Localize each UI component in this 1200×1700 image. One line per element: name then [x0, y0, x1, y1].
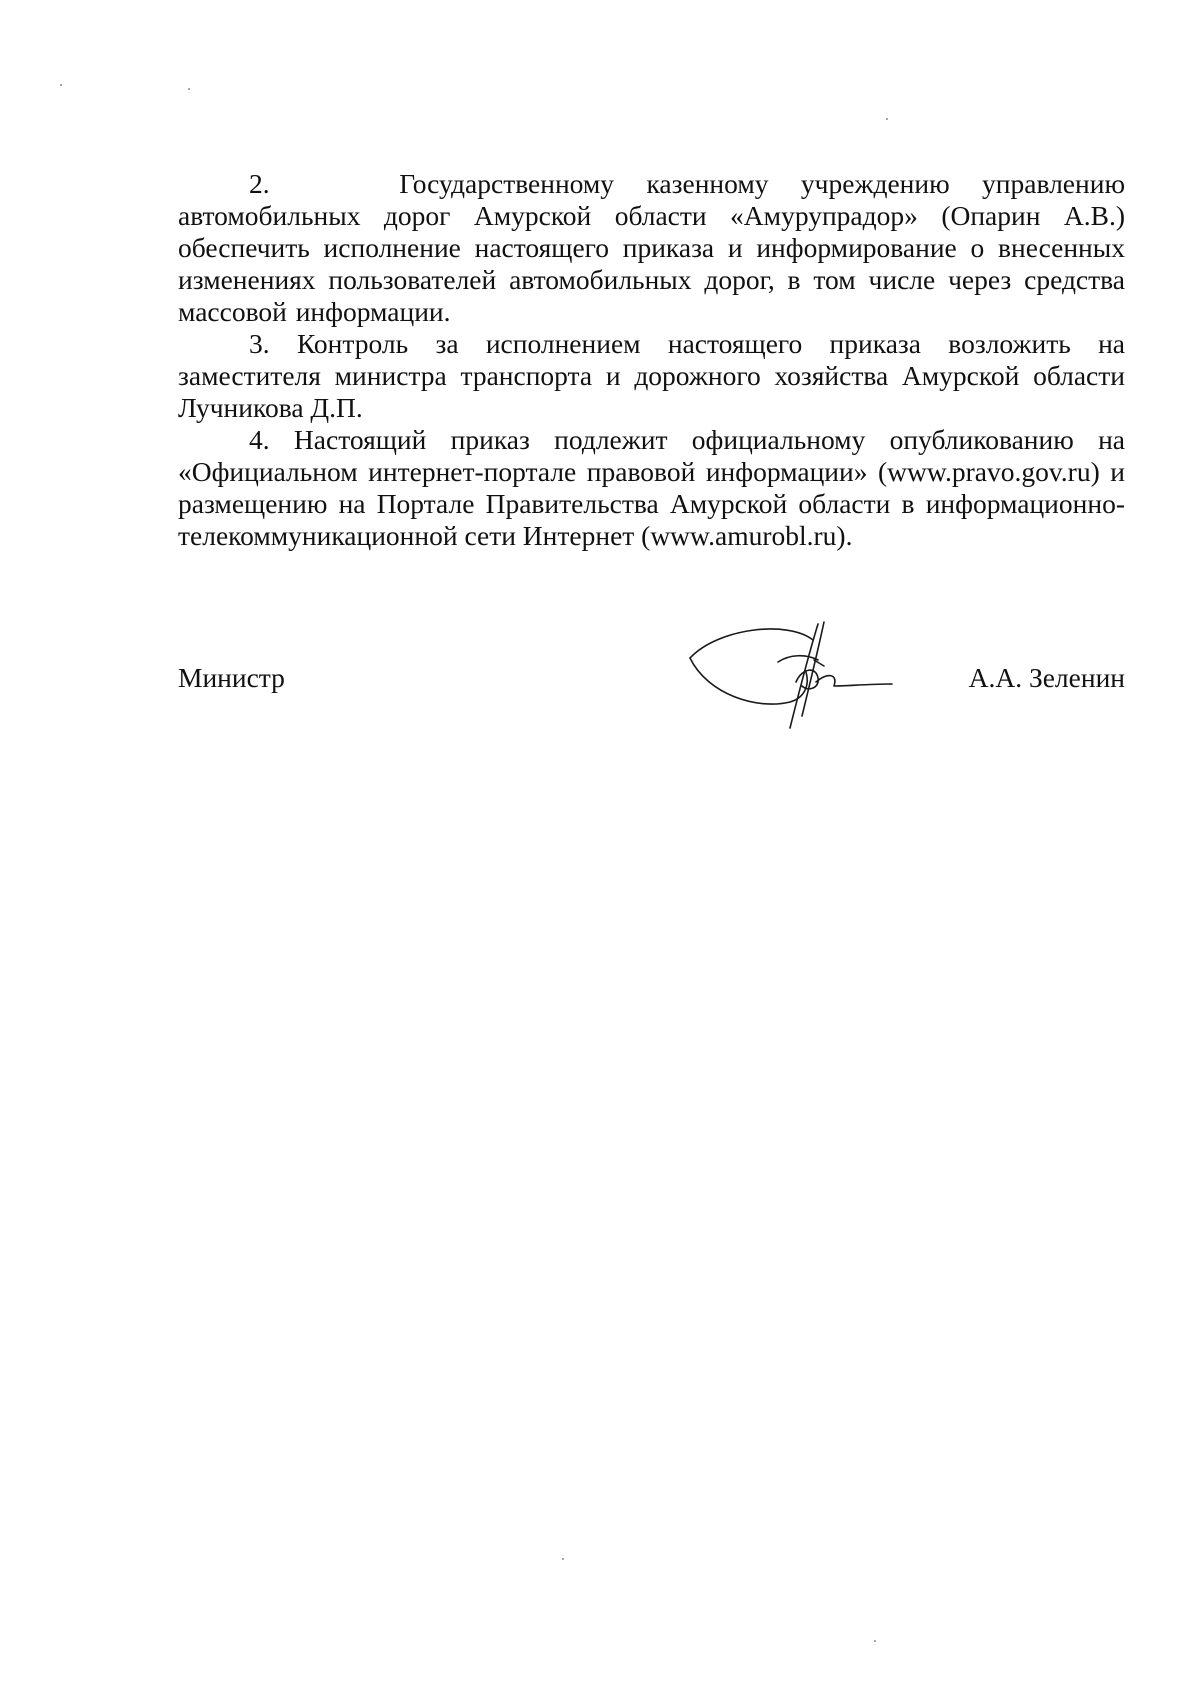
handwritten-signature	[678, 620, 908, 730]
scan-speck	[60, 84, 62, 86]
scan-speck	[874, 1640, 876, 1642]
document-body	[178, 168, 1125, 552]
signer-title: Министр	[178, 662, 285, 693]
paragraph-2: 2. Государственному казенному учреждению управлению автомобильных дорог Амурской области «Амурупрадор» (Опарин А.В.) обеспечить исполнение настоящего приказа и информирование о внесенных изменениях пользователей автомобильных дорог, в том числе через средства массовой информации.	[178, 168, 1125, 327]
signer-name: А.А. Зеленин	[968, 662, 1125, 693]
paragraph-4: 4. Настоящий приказ подлежит официальному опубликованию на «Официальном интернет-портале правовой информации» (www.pravo.gov.ru) и размещению на Портале Правительства Амурской области в информационно- телекоммуникационной сети Интернет (www.amurobl.ru).	[178, 424, 1125, 551]
scan-speck	[886, 118, 888, 120]
paragraph-3: 3. Контроль за исполнением настоящего приказа возложить на заместителя министра транспорта и дорожного хозяйства Амурской области Лучникова Д.П.	[178, 328, 1125, 423]
signature-block	[178, 662, 1125, 702]
scan-speck	[562, 1558, 564, 1560]
scan-speck	[188, 88, 190, 90]
